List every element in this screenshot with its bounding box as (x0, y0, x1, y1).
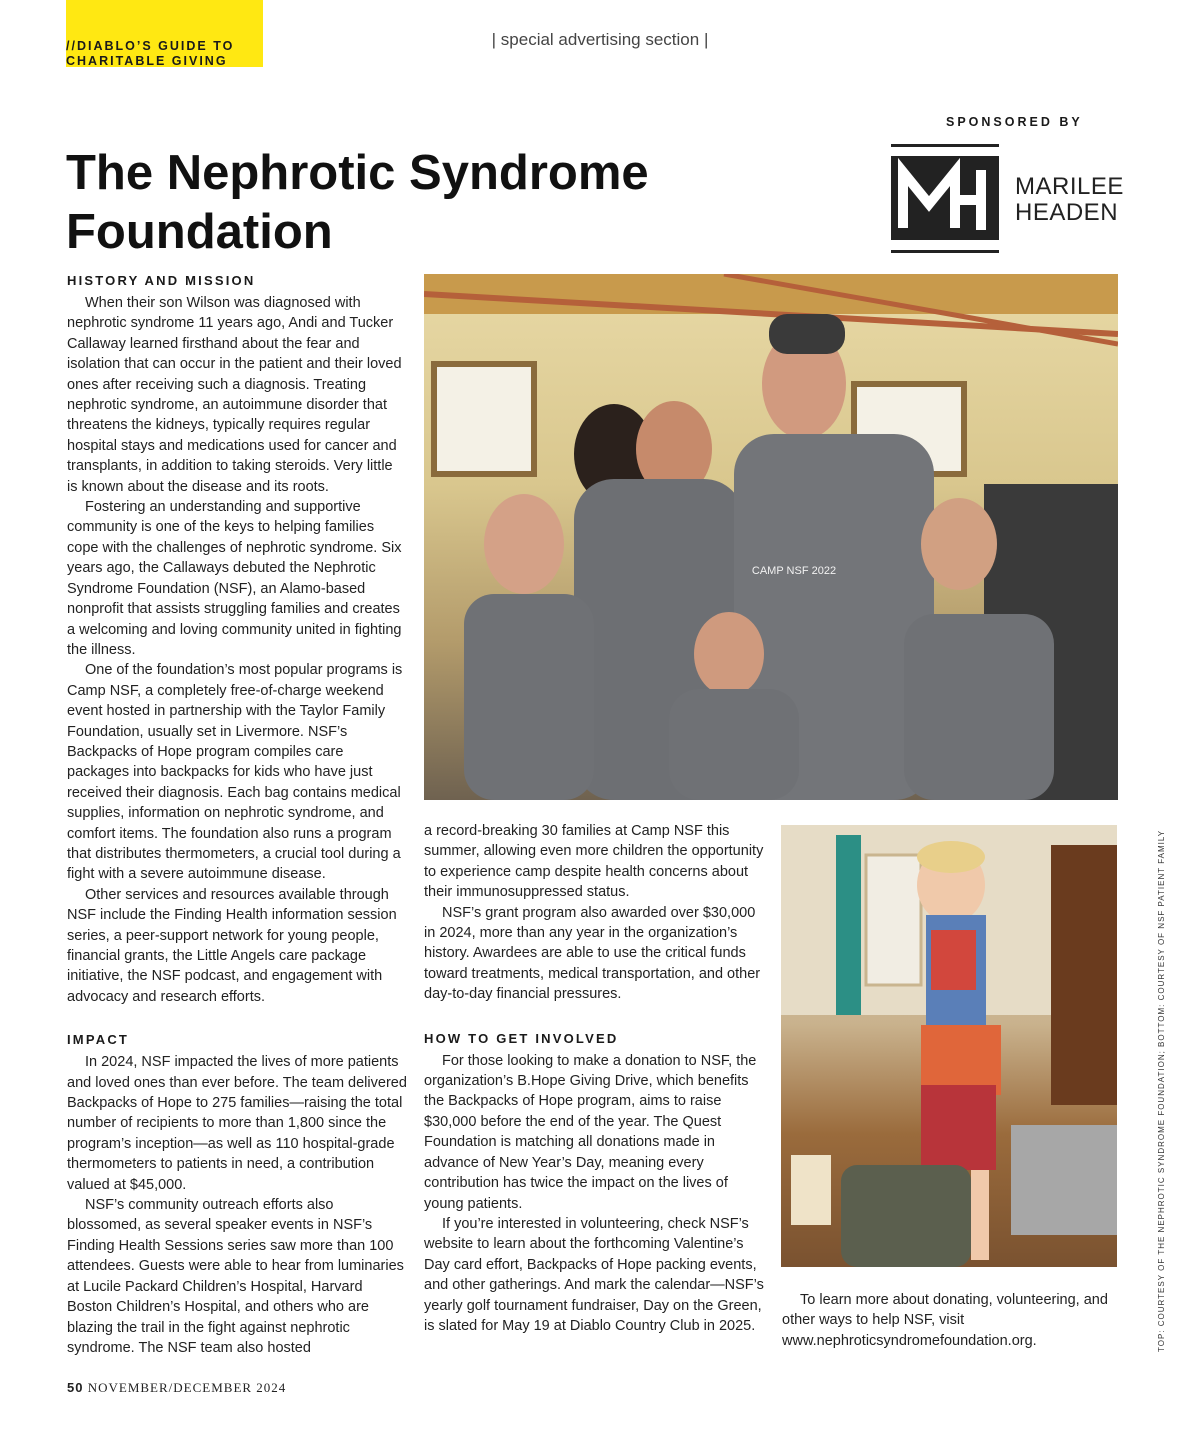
logo-top-rule (891, 144, 999, 147)
logo-mark (891, 156, 999, 240)
involved-paragraph-1: For those looking to make a donation to NSF, the organization’s B.Hope Giving Drive, which benefits the Backpacks of Hope program, aims to raise $30,000 before the end of the year. The Quest Foundation is matching all donations made in advance of New Year’s Day, meaning every contribution has twice the impact on the lives of young patients. (424, 1052, 757, 1212)
article-column-3 (782, 1290, 1122, 1351)
photo-credit: TOP: COURTESY OF THE NEPHROTIC SYNDROME FOUNDATION; BOTTOM: COURTESY OF NSF PATIENT FAMILY (1157, 829, 1166, 1352)
special-advertising-label: | special advertising section | (491, 30, 709, 49)
involved-paragraph-2: If you’re interested in volunteering, check NSF’s website to learn about the forthcoming Valentine’s Day card effort, Backpacks of Hope packing events, and other gatherings. And mark the calendar—NSF’s yearly golf tournament fundraiser, Day on the Green, is slated for May 19 at Diablo Country Club in 2025. (424, 1215, 764, 1334)
article-title: The Nephrotic Syndrome Foundation (66, 146, 649, 259)
history-paragraph-2: Fostering an understanding and supportive community is one of the keys to helping families cope with the challenges of nephrotic syndrome. Six years ago, the Callaways debuted the Nephrotic Syndrome Foundation (NSF), an Alamo-based nonprofit that assists struggling families and creates a welcoming and loving community united in fighting the illness. (67, 499, 402, 658)
issue-date: NOVEMBER/DECEMBER 2024 (87, 1380, 287, 1395)
sponsor-logo (891, 144, 1126, 254)
sponsor-name-line2: HEADEN (1015, 199, 1119, 226)
sponsor-name-line1: MARILEE (1015, 173, 1124, 200)
history-paragraph-1: When their son Wilson was diagnosed with nephrotic syndrome 11 years ago, Andi and Tucker Callaway learned firsthand about the fear and isolation that can occur in the patient and their loved ones after receiving such a diagnosis. Treating nephrotic syndrome, an autoimmune disorder that threatens the kidneys, typically requires regular hospital stays and medications used for cancer and transplants, in addition to taking steroids. Very little is known about the disease and its roots. (67, 295, 402, 495)
impact-heading: IMPACT (67, 1032, 130, 1048)
sponsor-name (1015, 174, 1124, 226)
logo-bottom-rule (891, 250, 999, 253)
involved-paragraph-3: To learn more about donating, volunteering, and other ways to help NSF, visit www.nephroticsyndromefoundation.org. (782, 1292, 1108, 1349)
family-camp-illustration (424, 274, 1118, 800)
history-heading: HISTORY AND MISSION (67, 273, 256, 288)
article-column-2 (424, 821, 764, 1336)
get-involved-heading: HOW TO GET INVOLVED (424, 1030, 619, 1046)
boy-backpack-illustration (781, 825, 1117, 1267)
shirt-text: CAMP NSF 2022 (751, 565, 837, 577)
impact-paragraph-2: NSF’s community outreach efforts also blossomed, as several speaker events in NSF’s Finding Health Sessions series saw more than 100 attendees. Guests were able to hear from luminaries at Lucile Packard Children’s Hospital, Harvard Boston Children’s Hospital, and others who are blazing the trail in the fight against nephrotic syndrome. The NSF team also hosted (67, 1197, 404, 1356)
impact-paragraph-2-continued: a record-breaking 30 families at Camp NSF this summer, allowing even more children the opportunity to experience camp despite health concerns about their immunosuppressed status. (424, 823, 764, 901)
impact-paragraph-3: NSF’s grant program also awarded over $30,000 in 2024, more than any year in the organization’s history. Awardees are able to use the critical funds toward treatments, medical transportation, and other day-to-day financial pressures. (424, 904, 761, 1003)
history-paragraph-4: Other services and resources available through NSF include the Finding Health information session series, a peer-support network for young people, financial grants, the Little Angels care package initiative, the NSF podcast, and engagement with advocacy and research efforts. (67, 886, 397, 1005)
page-number: 50 (67, 1380, 84, 1395)
page-footer (67, 1380, 286, 1396)
section-tag: //DIABLO’S GUIDE TO CHARITABLE GIVING (66, 39, 235, 68)
article-column-1 (67, 274, 407, 1358)
history-paragraph-3: One of the foundation’s most popular programs is Camp NSF, a completely free-of-charge weekend event hosted in partnership with the Taylor Family Foundation, usually set in Livermore. NSF’s Backpacks of Hope program compiles care packages into backpacks for kids who have just received their diagnosis. Each bag contains medical supplies, information on nephrotic syndrome, and comfort items. The foundation also runs a program that distributes thermometers, a crucial tool during a fight with a severe autoimmune disease. (67, 662, 403, 883)
family-camp-photo (424, 274, 1118, 800)
boy-with-backpack-photo (781, 825, 1117, 1267)
mh-monogram-icon (891, 156, 999, 240)
impact-paragraph-1: In 2024, NSF impacted the lives of more patients and loved ones than ever before. The team delivered Backpacks of Hope to 275 families—raising the total number of recipients to more than 1,800 since the program’s inception—as well as 110 hospital-grade thermometers to patients in need, a contribution valued at $45,000. (67, 1054, 407, 1193)
sponsored-by-label: SPONSORED BY (946, 115, 1083, 129)
